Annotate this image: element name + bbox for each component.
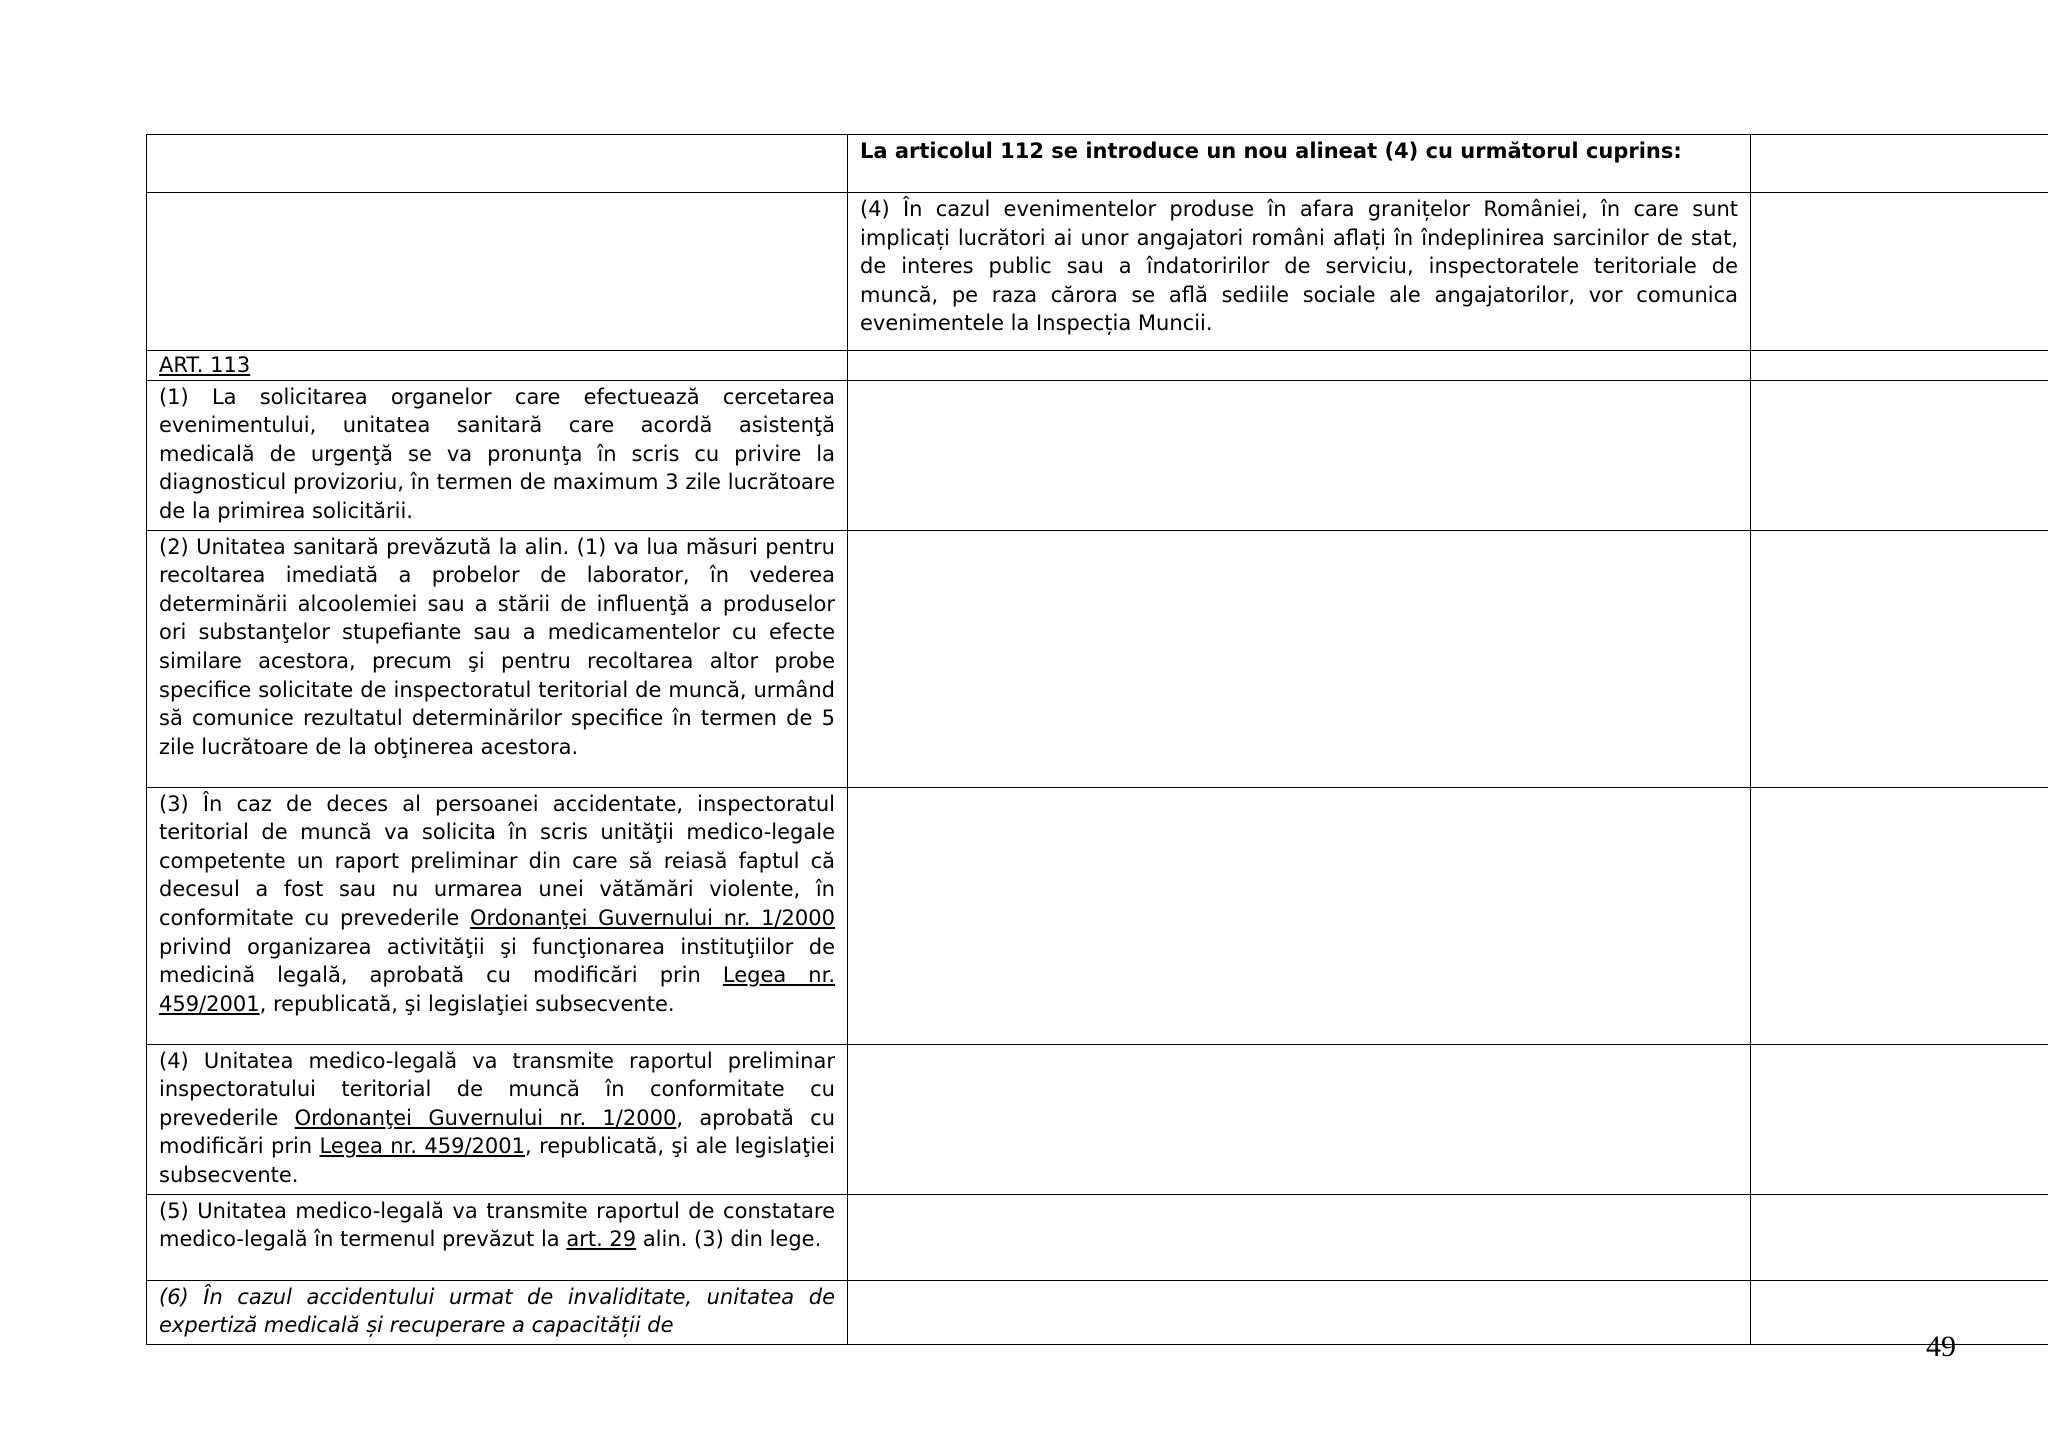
table-cell-right <box>1751 787 2048 1044</box>
table-row <box>147 193 2048 351</box>
table-row <box>147 1280 2048 1344</box>
table-row <box>147 351 2048 381</box>
legal-reference-link[interactable]: Legea nr. 459/2001 <box>159 963 835 1016</box>
table-cell-middle <box>848 351 1751 381</box>
table-cell-right <box>1751 1044 2048 1194</box>
table-row <box>147 135 2048 193</box>
cell-text: , republicată, şi legislaţiei subsecvente. <box>259 991 675 1016</box>
page-number: 49 <box>1926 1330 1956 1363</box>
table-cell-left: (6) În cazul accidentului urmat de invaliditate, unitatea de expertiză medicală și recuperare a capacității de <box>147 1280 848 1344</box>
document-table <box>146 134 2048 1345</box>
table-cell-right <box>1751 351 2048 381</box>
table-cell-right <box>1751 1194 2048 1280</box>
table-row <box>147 1044 2048 1194</box>
table-row <box>147 380 2048 530</box>
table-cell-left <box>147 1194 848 1280</box>
table-row <box>147 1194 2048 1280</box>
cell-text: , aprobată cu modificări prin <box>159 1105 836 1159</box>
table-cell-right <box>1751 193 2048 351</box>
table-cell-right <box>1751 530 2048 787</box>
table-row <box>147 787 2048 1044</box>
table-cell-left <box>147 787 848 1044</box>
cell-text: alin. (3) din lege. <box>636 1227 822 1252</box>
table-row <box>147 530 2048 787</box>
table-cell-middle <box>848 380 1751 530</box>
table-cell-right <box>1751 135 2048 193</box>
table-cell-middle <box>848 1280 1751 1344</box>
table-cell-left <box>147 193 848 351</box>
table-cell-middle: La articolul 112 se introduce un nou alineat (4) cu următorul cuprins: <box>848 135 1751 193</box>
cell-text: , republicată, şi ale legislaţiei subsecvente. <box>159 1134 835 1187</box>
table-cell-left: (2) Unitatea sanitară prevăzută la alin. (1) va lua măsuri pentru recoltarea imediată a probelor de laborator, în vederea determinării alcoolemiei sau a stării de influenţă a produselor ori substanţelor stupefiante sau a medicamentelor cu efecte similare acestora, precum şi pentru recoltarea altor probe specifice solicitate de inspectoratul teritorial de muncă, urmând să comunice rezultatul determinărilor specifice în termen de 5 zile lucrătoare de la obţinerea acestora. <box>147 530 848 787</box>
article-heading: ART. 113 <box>159 353 251 377</box>
table-cell-middle <box>848 530 1751 787</box>
legal-reference-link[interactable]: Ordonanţei Guvernului nr. 1/2000 <box>294 1105 677 1130</box>
legal-reference-link[interactable]: Ordonanţei Guvernului nr. 1/2000 <box>470 905 835 930</box>
table-cell-left <box>147 135 848 193</box>
table-cell-middle <box>848 1194 1751 1280</box>
table-cell-left: (1) La solicitarea organelor care efectuează cercetarea evenimentului, unitatea sanitară care acordă asistenţă medicală de urgenţă se va pronunţa în scris cu privire la diagnosticul provizoriu, în termen de maximum 3 zile lucrătoare de la primirea solicitării. <box>147 380 848 530</box>
cell-text: (5) Unitatea medico-legală va transmite raportul de constatare medico-legală în termenul prevăzut la <box>159 1198 835 1252</box>
table-cell-right <box>1751 380 2048 530</box>
table-cell-middle <box>848 787 1751 1044</box>
legal-reference-link[interactable]: Legea nr. 459/2001 <box>319 1134 525 1159</box>
table-cell-left <box>147 1044 848 1194</box>
cell-text: privind organizarea activităţii şi funcţionarea instituţiilor de medicină legală, aprobată cu modificări prin <box>159 934 835 988</box>
cell-text: (4) Unitatea medico-legală va transmite raportul preliminar inspectoratului teritorial de muncă în conformitate cu prevederile <box>159 1048 835 1130</box>
table-cell-middle: (4) În cazul evenimentelor produse în afara granițelor României, în care sunt implicați lucrători ai unor angajatori români aflați în îndeplinirea sarcinilor de stat, de interes public sau a îndatoririlor de serviciu, inspectoratele teritoriale de muncă, pe raza cărora se află sediile sociale ale angajatorilor, vor comunica evenimentele la Inspecția Muncii. <box>848 193 1751 351</box>
table-cell-left <box>147 351 848 381</box>
table-cell-middle <box>848 1044 1751 1194</box>
cell-text: (3) În caz de deces al persoanei accidentate, inspectoratul teritorial de muncă va solicita în scris unităţii medico-legale competente un raport preliminar din care să reiasă faptul că decesul a fost sau nu urmarea unei vătămări violente, în conformitate cu prevederile <box>159 791 835 930</box>
legal-reference-link[interactable]: art. 29 <box>566 1227 637 1252</box>
